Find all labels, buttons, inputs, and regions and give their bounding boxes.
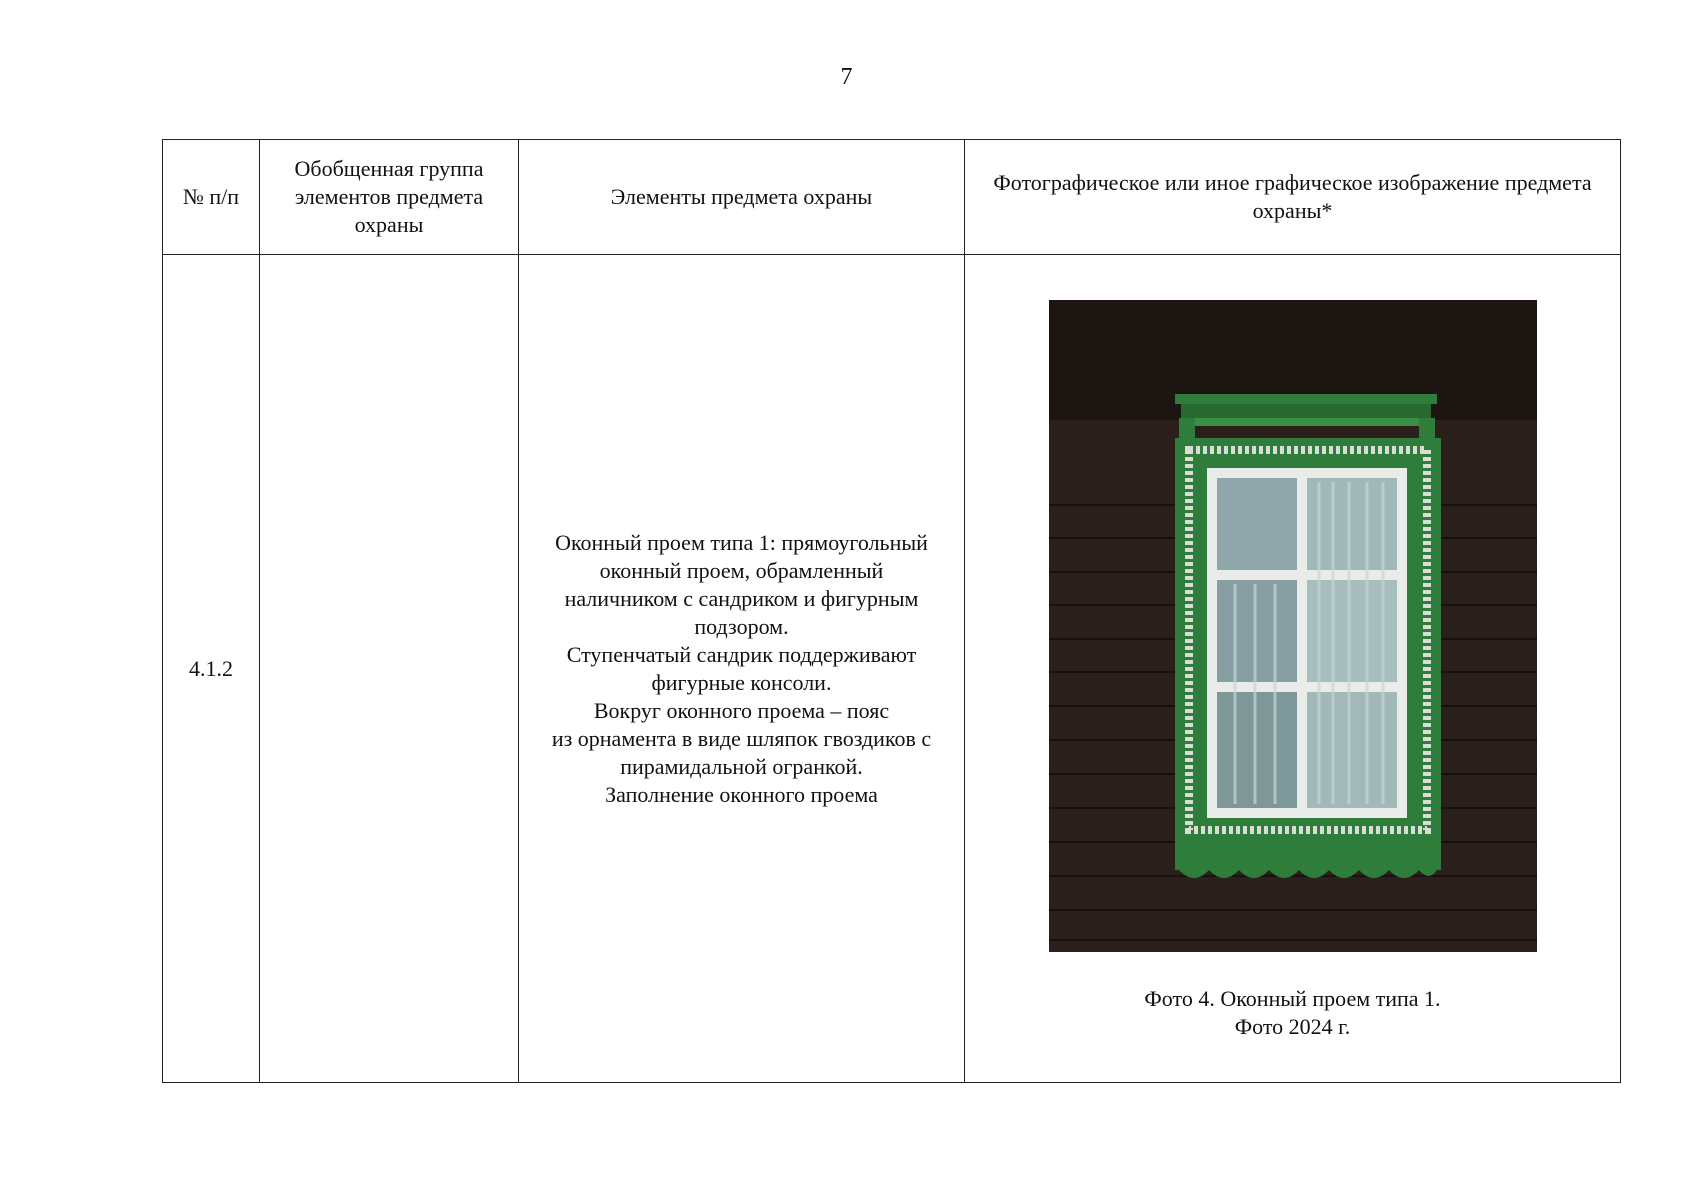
row-image-cell: [965, 255, 1621, 1083]
header-image: Фотографическое или иное графическое изображение предмета охраны*: [965, 140, 1621, 255]
row-number: 4.1.2: [163, 255, 260, 1083]
table-row: [163, 255, 1621, 1083]
header-number: № п/п: [163, 140, 260, 255]
protection-table: [162, 139, 1621, 1083]
page-number: 7: [840, 64, 853, 90]
header-elements: Элементы предмета охраны: [519, 140, 965, 255]
header-group: Обобщенная группа элементов предмета охраны: [260, 140, 519, 255]
window-photo: [1049, 300, 1537, 952]
caption-line-2: Фото 2024 г.: [1234, 1014, 1351, 1039]
row-elements: Оконный проем типа 1: прямоугольный оконный проем, обрамленный наличником с сандриком и фигурным подзором. Ступенчатый сандрик поддерживают фигурные консоли. Вокруг оконного проема – пояс из орнамента в виде шляпок гвоздиков с пирамидальной огранкой. Заполнение оконного проема: [519, 255, 965, 1083]
photo-caption: [965, 985, 1620, 1041]
table-header-row: [163, 140, 1621, 255]
caption-line-1: Фото 4. Оконный проем типа 1.: [1144, 986, 1441, 1011]
row-group: [260, 255, 519, 1083]
